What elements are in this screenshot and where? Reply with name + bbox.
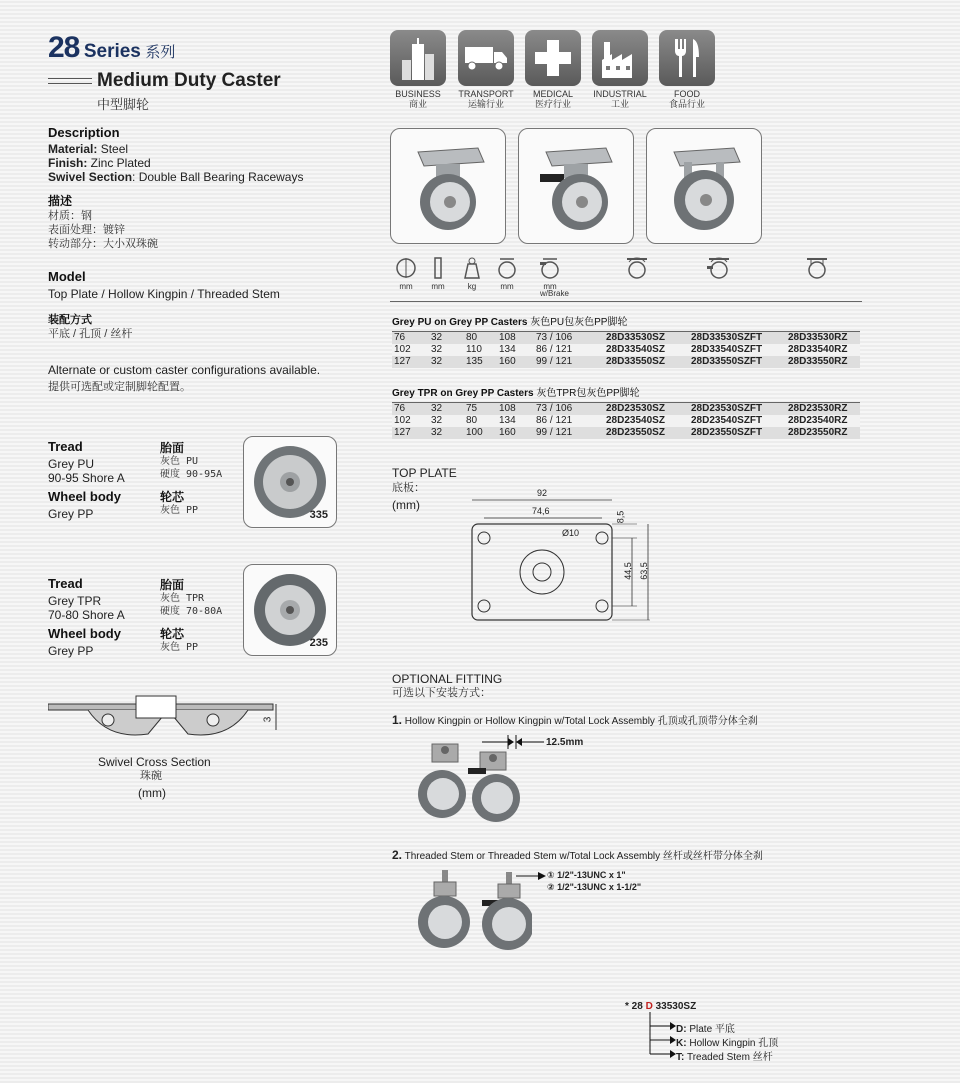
code-option: [676, 1048, 773, 1063]
cell: 134: [497, 415, 534, 427]
top-plate-unit: (mm): [392, 498, 420, 512]
caster-photo-rigid: [646, 128, 762, 244]
industry-icons: [378, 30, 738, 116]
code-option: [676, 1020, 735, 1035]
cell: 86 / 121: [534, 344, 604, 356]
finish-line: [48, 156, 348, 170]
top-plate-section: [392, 466, 672, 636]
series-cn: 系列: [145, 44, 176, 61]
cell: 99 / 121: [534, 356, 604, 368]
wheel-body-text: Grey PP: [48, 644, 94, 658]
series-number: 28: [48, 31, 80, 64]
spec-table-pu: [392, 313, 860, 368]
wheel-photo-tpr: [243, 564, 337, 656]
part-code: 28D33530SZ: [604, 332, 689, 344]
dim-74-6: 74,6: [532, 506, 550, 516]
spec-table: [392, 332, 860, 368]
cell: 73 / 106: [534, 403, 604, 415]
tread-line-1-cn: 灰色 TPR: [160, 593, 205, 604]
column-icon-row: [390, 256, 860, 302]
code-option-key: T:: [676, 1052, 685, 1063]
page-title: Medium Duty Caster: [97, 70, 281, 91]
optional-fitting-section: [392, 672, 862, 700]
description-section: [48, 125, 348, 251]
table-title-cn: 灰色TPR包灰色PP脚轮: [536, 388, 640, 399]
kingpin-casters-image: [410, 738, 530, 828]
cell: 32: [429, 344, 464, 356]
industry-label-cn: 商业: [408, 99, 427, 109]
code-suffix: 33530SZ: [652, 1001, 697, 1012]
brake-caster-image: [526, 136, 626, 236]
industry-label: TRANSPORT: [458, 89, 514, 99]
cell: 160: [497, 356, 534, 368]
swivel-caster-image: [398, 136, 498, 236]
industry-label-cn: 食品行业: [668, 99, 705, 109]
top-plate-title-cn: 底板：: [392, 482, 425, 494]
wheel-code: 235: [309, 637, 328, 649]
part-code: 28D33550SZFT: [689, 356, 786, 368]
item-text: Threaded Stem or Threaded Stem w/Total Lock Assembly 丝杆或丝杆带分体全刹: [404, 851, 763, 862]
table-row: [392, 344, 860, 356]
part-code: 28D23550RZ: [786, 427, 860, 439]
table-title-cn: 灰色PU包灰色PP脚轮: [530, 317, 628, 328]
column-unit: mm: [543, 282, 557, 291]
description-line-cn: 转动部分：大小双珠碗: [48, 238, 158, 250]
caster-photo-brake: [518, 128, 634, 244]
part-code: 28D23530RZ: [786, 403, 860, 415]
swivel-value: : Double Ball Bearing Raceways: [132, 170, 304, 184]
page-title-cn: 中型脚轮: [97, 97, 150, 112]
code-key-example: [625, 1001, 696, 1012]
material-line: [48, 142, 348, 156]
dim-8-5: 8,5: [615, 510, 626, 524]
industry-food: [647, 30, 727, 109]
part-code: 28D23530SZ: [604, 403, 689, 415]
swivel-dim: 3: [262, 716, 274, 723]
cell: 32: [429, 427, 464, 439]
description-line-cn: 材质：钢: [48, 210, 92, 222]
wheel-width-icon: [426, 256, 450, 291]
industry-label-cn: 工业: [610, 99, 629, 109]
dim-hole: Ø10: [562, 528, 580, 538]
wheel-body-text-cn: 灰色 PP: [160, 505, 199, 516]
optional-item-2: [392, 847, 862, 862]
tread-line-2: 90-95 Shore A: [48, 471, 125, 485]
description-heading-cn: 描述: [48, 194, 73, 208]
column-unit: kg: [467, 282, 477, 291]
tread-line-2-cn: 硬度 90-95A: [160, 469, 223, 480]
part-code: 28D33540RZ: [786, 344, 860, 356]
table-row: [392, 332, 860, 344]
swivel-plate-icon: [622, 256, 652, 282]
column-unit: mm: [500, 282, 514, 291]
kingpin-dim: 12.5mm: [546, 737, 584, 748]
code-option-key: D:: [676, 1024, 687, 1035]
model-heading-cn: 装配方式: [48, 314, 92, 326]
cell: 110: [464, 344, 497, 356]
caster-photo-swivel: [390, 128, 506, 244]
alternate-text-cn: 提供可选配或定制脚轮配置。: [48, 381, 191, 393]
model-text-cn: 平底 / 孔顶 / 丝杆: [48, 328, 133, 340]
tread-line-2: 70-80 Shore A: [48, 608, 125, 622]
height-brake-icon: [532, 256, 569, 298]
building-icon: [390, 30, 446, 86]
model-section: [48, 269, 348, 341]
optional-title: OPTIONAL FITTING: [392, 672, 503, 686]
finish-label: Finish:: [48, 156, 88, 170]
header-rule: [390, 301, 862, 302]
wheel-body-heading-cn: 轮芯: [160, 627, 185, 641]
series-word: Series: [83, 41, 141, 62]
stem-casters-image: [412, 868, 532, 954]
model-heading: Model: [48, 269, 86, 284]
material-value: Steel: [97, 142, 129, 156]
table-row: [392, 403, 860, 415]
cell: 135: [464, 356, 497, 368]
cell: 32: [429, 415, 464, 427]
truck-icon: [458, 30, 514, 86]
tread-line-1: Grey TPR: [48, 594, 102, 608]
part-code: 28D23530SZFT: [689, 403, 786, 415]
table-title-bold: Grey TPR on Grey PP Casters: [392, 388, 534, 399]
tread-heading-cn: 胎面: [160, 441, 185, 455]
table-row: [392, 356, 860, 368]
part-code: 28D33540SZ: [604, 344, 689, 356]
tread-line-1-cn: 灰色 PU: [160, 456, 199, 467]
swivel-label: Swivel Cross Section: [98, 755, 211, 769]
factory-icon: [592, 30, 648, 86]
part-code: 28D33550RZ: [786, 356, 860, 368]
dim-44-5: 44,5: [622, 562, 633, 580]
stem-arrow-icon: [516, 870, 546, 882]
part-code: 28D23550SZFT: [689, 427, 786, 439]
swivel-label: Swivel Section: [48, 170, 133, 184]
series-heading: [48, 31, 175, 65]
cell: 76: [392, 332, 429, 344]
alternate-note: [48, 363, 348, 394]
cell: 99 / 121: [534, 427, 604, 439]
cell: 102: [392, 344, 429, 356]
code-option-text: Plate 平底: [689, 1024, 735, 1035]
swivel-label-cn: 珠碗: [140, 770, 162, 782]
industry-label: INDUSTRIAL: [593, 89, 647, 99]
wheel-body-text-cn: 灰色 PP: [160, 642, 199, 653]
cell: 100: [464, 427, 497, 439]
load-kg-icon: [460, 256, 484, 291]
tread-heading: Tread: [48, 576, 83, 591]
optional-item-1: [392, 712, 862, 727]
wheel-photo-pu: [243, 436, 337, 528]
description-line-cn: 表面处理：镀锌: [48, 224, 125, 236]
cell: 134: [497, 344, 534, 356]
tread-line-1: Grey PU: [48, 457, 95, 471]
model-text: Top Plate / Hollow Kingpin / Threaded Stem: [48, 287, 280, 301]
stem-size-1: ① 1/2"-13UNC x 1": [547, 870, 626, 880]
column-unit-sub: w/Brake: [540, 289, 569, 298]
cell: 73 / 106: [534, 332, 604, 344]
code-prefix: * 28: [625, 1001, 646, 1012]
code-key-bracket: [646, 1012, 678, 1062]
rigid-plate-icon: [802, 256, 832, 282]
part-code: 28D33530RZ: [786, 332, 860, 344]
wheel-body-text: Grey PP: [48, 507, 94, 521]
cell: 108: [497, 332, 534, 344]
material-label: Material:: [48, 142, 98, 156]
cell: 102: [392, 415, 429, 427]
optional-title-cn: 可选以下安装方式：: [392, 687, 491, 699]
tread-line-2-cn: 硬度 70-80A: [160, 606, 223, 617]
item-number: 2.: [392, 848, 403, 862]
top-plate-title: TOP PLATE: [392, 466, 457, 480]
swivel-unit: (mm): [138, 786, 166, 800]
industry-label-cn: 医疗行业: [534, 99, 571, 109]
swivel-brake-plate-icon: [704, 256, 734, 282]
swivel-cross-section: [48, 690, 288, 800]
item-number: 1.: [392, 713, 403, 727]
finish-value: Zinc Plated: [87, 156, 151, 170]
wheel-code: 335: [309, 509, 328, 521]
part-code: 28D23550SZ: [604, 427, 689, 439]
wheel-body-heading: Wheel body: [48, 489, 121, 504]
part-code: 28D23540RZ: [786, 415, 860, 427]
cell: 86 / 121: [534, 415, 604, 427]
cell: 160: [497, 427, 534, 439]
part-code: 28D23540SZFT: [689, 415, 786, 427]
spec-table: [392, 403, 860, 439]
table-row: [392, 415, 860, 427]
part-code: 28D33540SZFT: [689, 344, 786, 356]
wheel-body-heading: Wheel body: [48, 626, 121, 641]
column-unit: mm: [431, 282, 445, 291]
cell: 80: [464, 415, 497, 427]
alternate-text: Alternate or custom caster configurations available.: [48, 363, 321, 377]
spec-table-tpr: [392, 384, 860, 439]
cell: 75: [464, 403, 497, 415]
description-heading: Description: [48, 125, 120, 140]
tread-heading-cn: 胎面: [160, 578, 185, 592]
wheel-diameter-icon: [394, 256, 418, 291]
cell: 32: [429, 356, 464, 368]
industry-label-cn: 运输行业: [467, 99, 504, 109]
stem-size-2: ② 1/2"-13UNC x 1-1/2": [547, 882, 642, 892]
swivel-line: [48, 170, 348, 184]
tread-heading: Tread: [48, 439, 83, 454]
part-code: 28D23540SZ: [604, 415, 689, 427]
medical-cross-icon: [525, 30, 581, 86]
rigid-caster-image: [654, 136, 754, 236]
fork-knife-icon: [659, 30, 715, 86]
column-unit: mm: [399, 282, 413, 291]
top-plate-drawing: [462, 496, 662, 626]
table-title-bold: Grey PU on Grey PP Casters: [392, 317, 528, 328]
table-title: [392, 313, 860, 328]
title-decoration: [48, 78, 92, 84]
table-title: [392, 384, 860, 399]
table-row: [392, 427, 860, 439]
code-letter: D: [645, 1001, 653, 1012]
cell: 32: [429, 332, 464, 344]
wheel-body-heading-cn: 轮芯: [160, 490, 185, 504]
industry-label: BUSINESS: [395, 89, 441, 99]
cell: 76: [392, 403, 429, 415]
cell: 108: [497, 403, 534, 415]
dim-63-5: 63,5: [638, 562, 649, 580]
dim-arrows-icon: [482, 735, 544, 749]
cell: 80: [464, 332, 497, 344]
code-option: [676, 1034, 778, 1049]
industry-label: MEDICAL: [532, 89, 573, 99]
swivel-diagram: [48, 690, 283, 750]
part-code: 28D33530SZFT: [689, 332, 786, 344]
industry-label: FOOD: [674, 89, 700, 99]
code-option-key: K:: [676, 1038, 687, 1049]
code-option-text: Hollow Kingpin 孔顶: [689, 1038, 779, 1049]
height-icon: [495, 256, 519, 291]
code-option-text: Treaded Stem 丝杆: [686, 1052, 773, 1063]
cell: 127: [392, 356, 429, 368]
part-code: 28D33550SZ: [604, 356, 689, 368]
item-text: Hollow Kingpin or Hollow Kingpin w/Total Lock Assembly 孔顶或孔顶带分体全刹: [404, 716, 758, 727]
dim-92: 92: [537, 488, 548, 498]
cell: 32: [429, 403, 464, 415]
cell: 127: [392, 427, 429, 439]
